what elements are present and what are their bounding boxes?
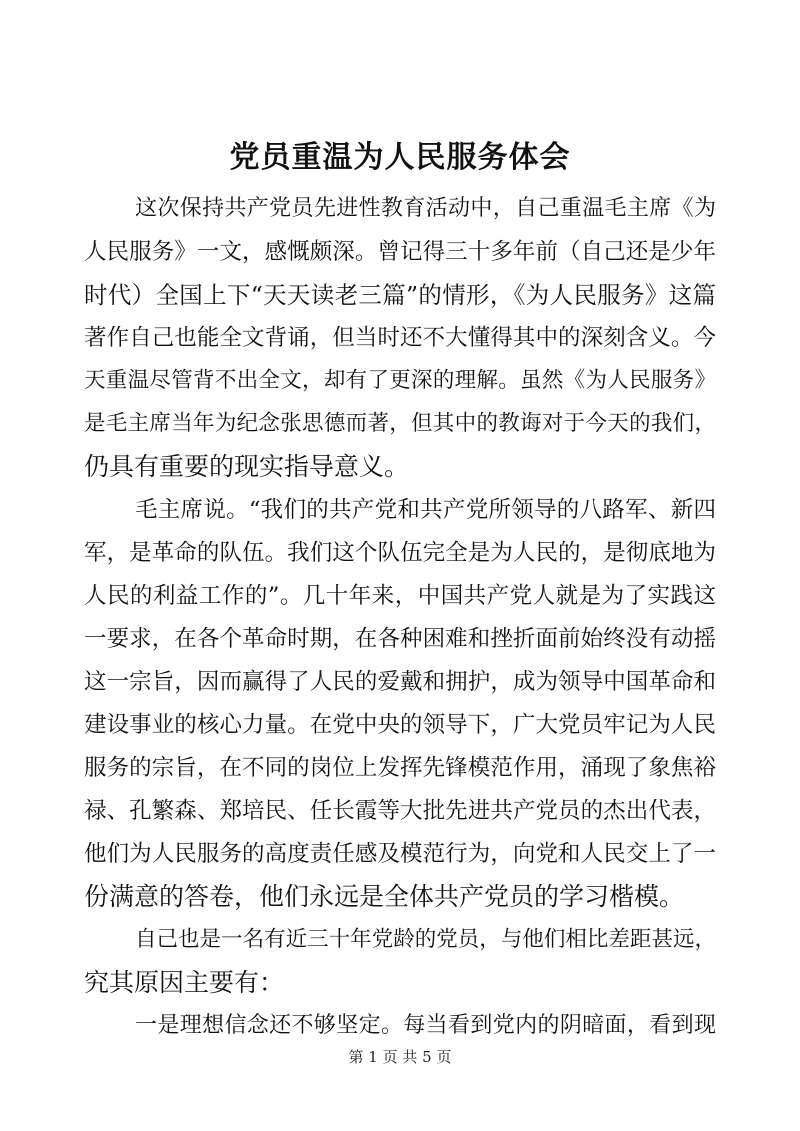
paragraph-line: 服务的宗旨，在不同的岗位上发挥先锋模范作用，涌现了象焦裕 bbox=[84, 755, 716, 781]
paragraph-line: 时代）全国上下“天天读老三篇”的情形，《为人民服务》这篇 bbox=[84, 281, 716, 309]
paragraph-line: 一要求，在各个革命时期，在各种困难和挫折面前始终没有动摇 bbox=[84, 626, 716, 652]
paragraph-line: 是毛主席当年为纪念张思德而著，但其中的教诲对于今天的我们， bbox=[84, 411, 716, 436]
paragraph-line: 一是理想信念还不够坚定。每当看到党内的阴暗面，看到现 bbox=[135, 1013, 716, 1038]
paragraph-line: 这次保持共产党员先进性教育活动中，自己重温毛主席《为 bbox=[135, 196, 716, 221]
document-title: 党员重温为人民服务体会 bbox=[229, 140, 571, 175]
paragraph-line: 禄、孔繁森、郑培民、任长霞等大批先进共产党员的杰出代表， bbox=[84, 798, 716, 824]
paragraph-line: 究其原因主要有： bbox=[84, 968, 285, 997]
paragraph-line: 毛主席说。“我们的共产党和共产党所领导的八路军、新四 bbox=[135, 497, 716, 523]
paragraph-line: 建设事业的核心力量。在党中央的领导下，广大党员牢记为人民 bbox=[84, 712, 716, 738]
paragraph-line: 这一宗旨，因而赢得了人民的爱戴和拥护，成为领导中国革命和 bbox=[84, 669, 716, 695]
paragraph-line: 著作自己也能全文背诵，但当时还不大懂得其中的深刻含义。今 bbox=[84, 325, 716, 351]
paragraph-line: 人民服务》一文，感慨颇深。曾记得三十多年前（自己还是少年 bbox=[84, 239, 716, 265]
paragraph-line: 份满意的答卷，他们永远是全体共产党员的学习楷模。 bbox=[84, 882, 685, 911]
paragraph-line: 自己也是一名有近三十年党龄的党员，与他们相比差距甚远， bbox=[135, 927, 716, 952]
paragraph-line: 仍具有重要的现实指导意义。 bbox=[84, 452, 410, 481]
page-number-footer: 第 1 页 共 5 页 bbox=[348, 1048, 452, 1066]
paragraph-line: 天重温尽管背不出全文，却有了更深的理解。虽然《为人民服务》 bbox=[84, 368, 716, 393]
paragraph-line: 人民的利益工作的”。几十年来，中国共产党人就是为了实践这 bbox=[84, 583, 716, 609]
paragraph-line: 他们为人民服务的高度责任感及模范行为，向党和人民交上了一 bbox=[84, 841, 716, 867]
paragraph-line: 军，是革命的队伍。我们这个队伍完全是为人民的，是彻底地为 bbox=[84, 540, 716, 566]
